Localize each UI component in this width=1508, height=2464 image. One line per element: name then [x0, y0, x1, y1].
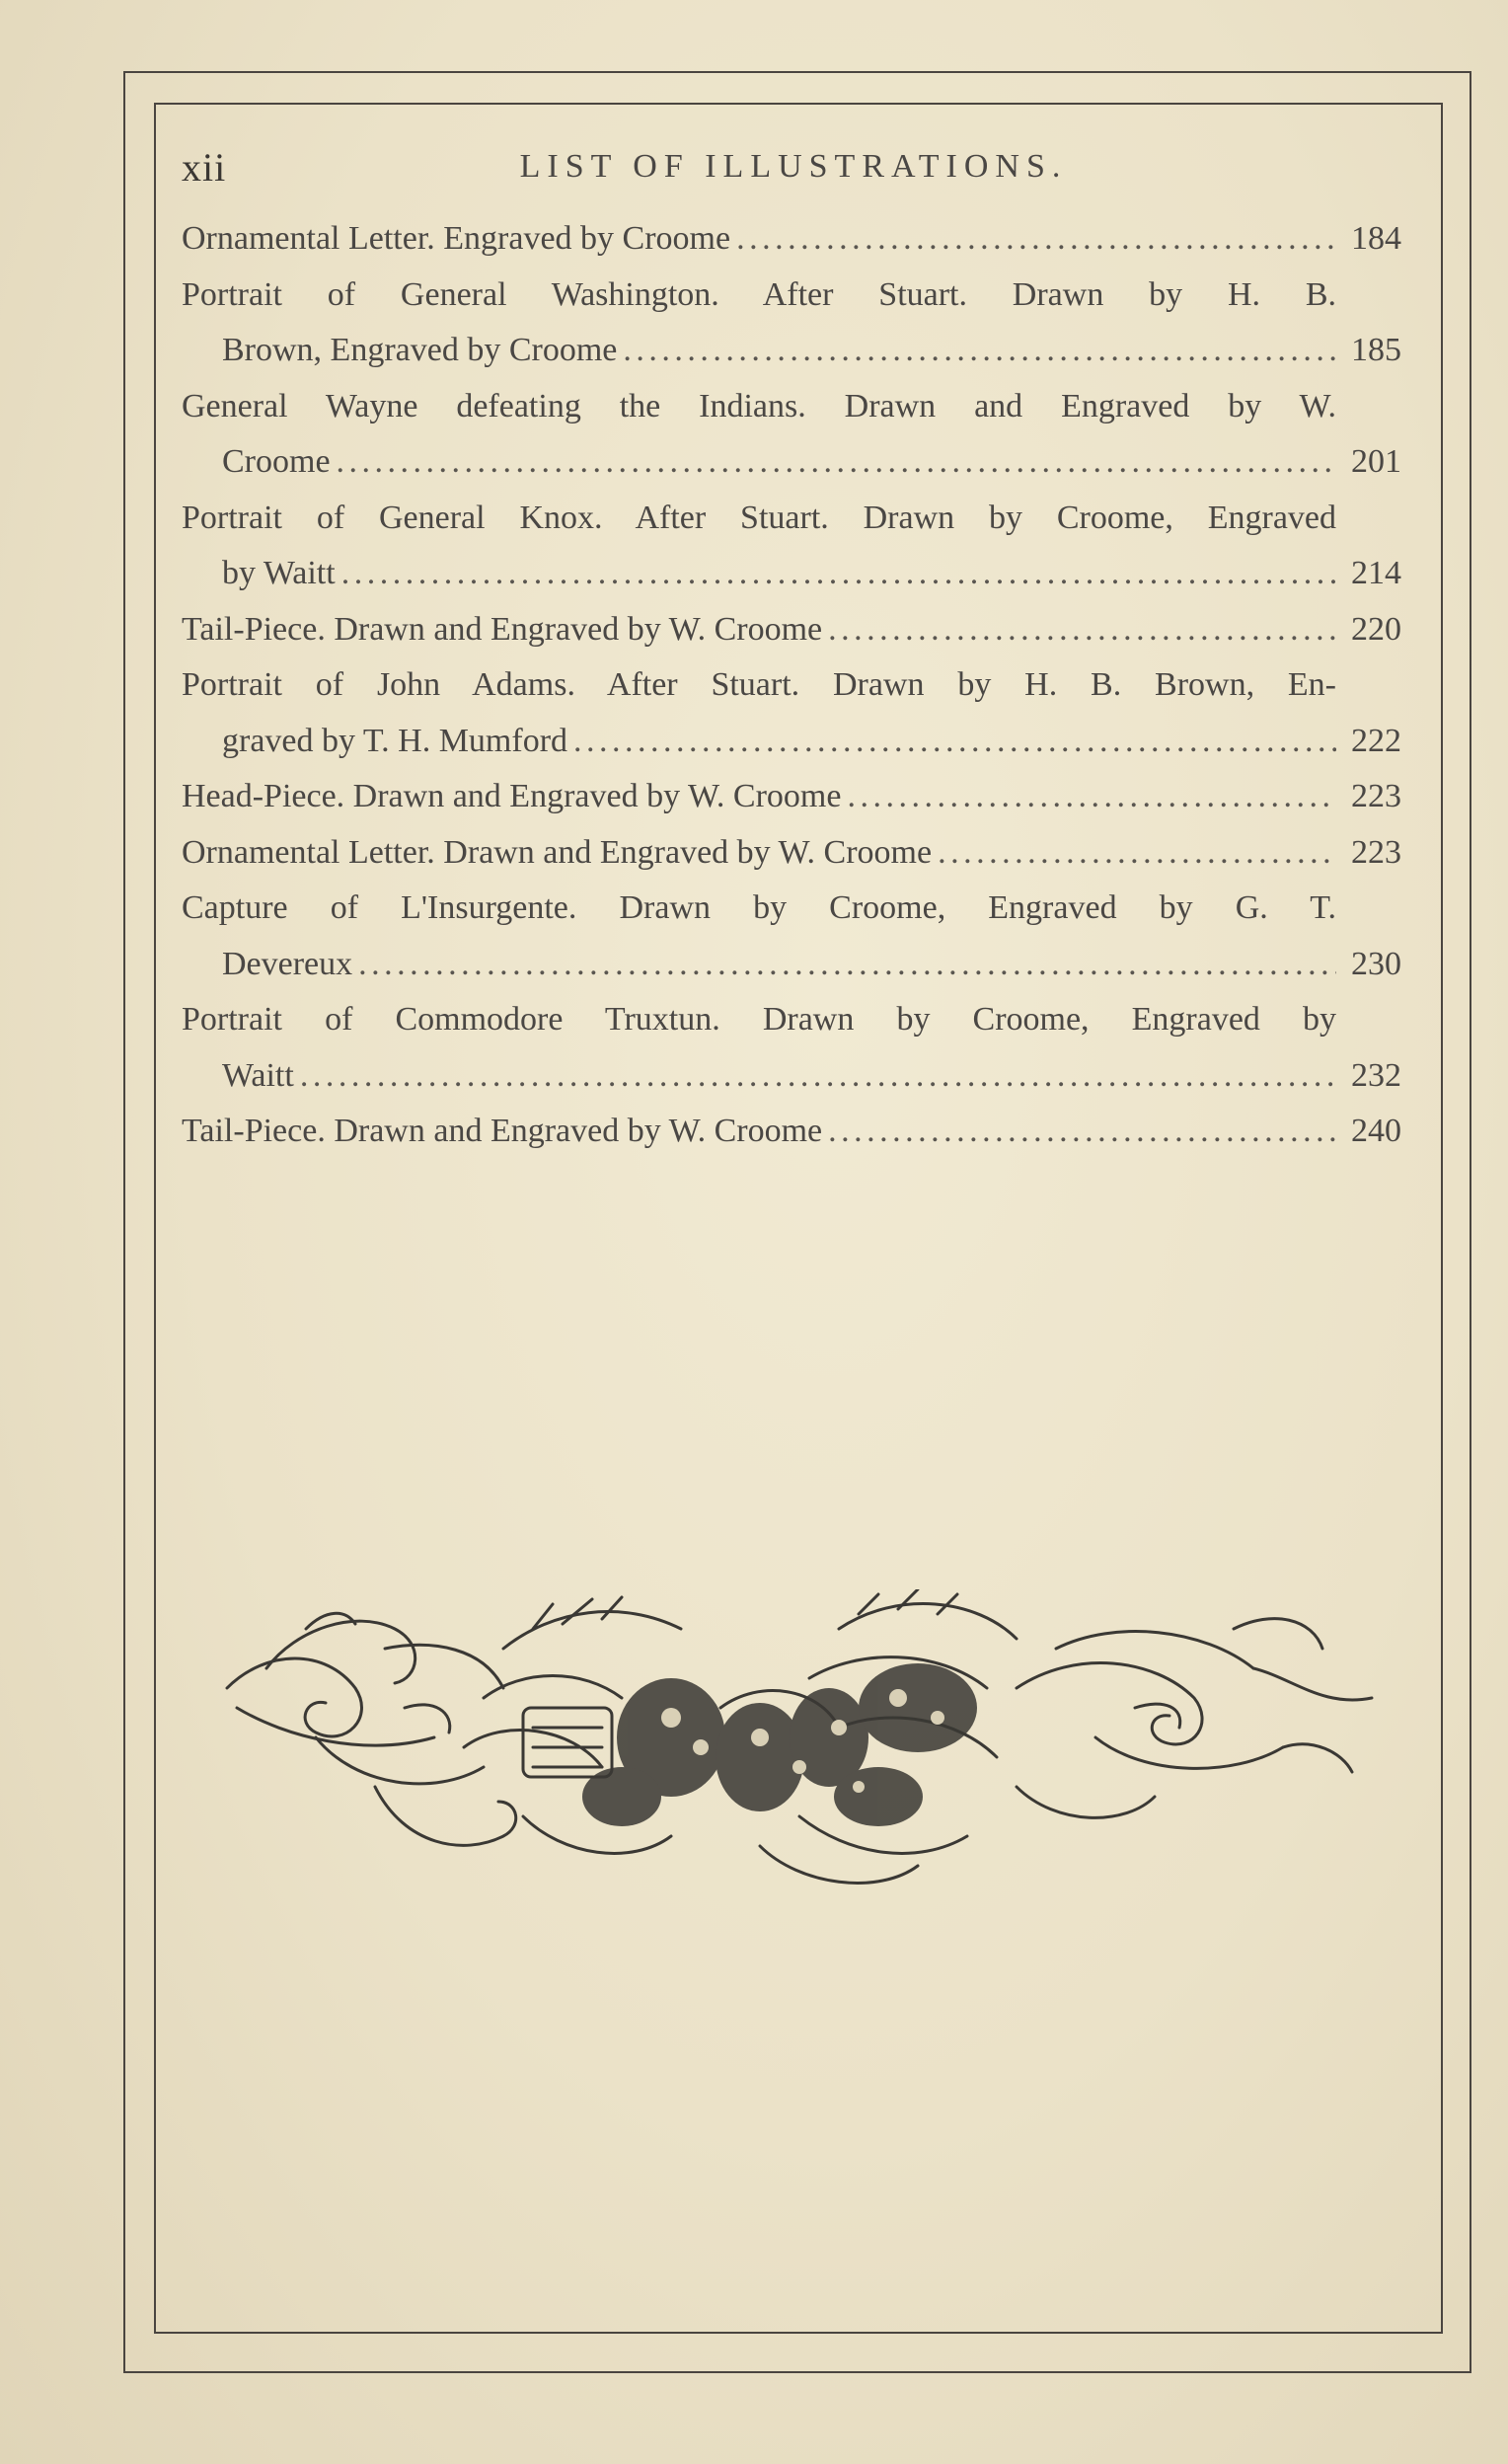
illustration-entry [182, 881, 1409, 992]
entry-page-number: 240 [1351, 1113, 1401, 1149]
entry-text-line: General Wayne defeating the Indians. Drawn and Engraved by W. [182, 387, 1336, 424]
entry-final-line [182, 1104, 1409, 1160]
illustration-entry [182, 769, 1409, 825]
dot-leader [300, 1048, 1336, 1105]
engraved-tailpiece-ornament-icon [207, 1589, 1392, 1915]
entry-text: Croome [222, 443, 331, 480]
entry-text-line: Portrait of Commodore Truxtun. Drawn by Croome, Engraved by [182, 1001, 1336, 1038]
entry-text-line: Capture of L'Insurgente. Drawn by Croome, Engraved by G. T. [182, 889, 1336, 926]
dot-leader [573, 714, 1336, 770]
dot-leader [828, 1104, 1336, 1160]
dot-leader [623, 323, 1336, 379]
entry-text: Head-Piece. Drawn and Engraved by W. Croome [182, 778, 842, 814]
illustration-entry [182, 268, 1409, 379]
dot-leader [337, 434, 1336, 491]
entry-final-line [182, 434, 1409, 491]
page-title: LIST OF ILLUSTRATIONS. [519, 148, 1068, 185]
entry-final-line [182, 825, 1409, 882]
entry-text: Ornamental Letter. Engraved by Croome [182, 220, 731, 257]
dot-leader [938, 825, 1336, 882]
illustration-entry [182, 211, 1409, 268]
entry-page-number: 230 [1351, 945, 1401, 982]
entry-final-line [182, 602, 1409, 658]
dot-leader [828, 602, 1336, 658]
dot-leader [736, 211, 1336, 268]
running-head [182, 138, 1405, 197]
dot-leader [358, 937, 1336, 993]
entry-final-line [182, 769, 1409, 825]
entry-page-number: 223 [1351, 778, 1401, 814]
dot-leader [341, 546, 1336, 602]
entry-page-number: 232 [1351, 1056, 1401, 1094]
entry-final-line [182, 1048, 1409, 1105]
illustration-list [182, 211, 1409, 1160]
entry-text: Waitt [222, 1056, 294, 1094]
entry-page-number: 201 [1351, 443, 1401, 480]
entry-final-line [182, 714, 1409, 770]
illustration-entry [182, 602, 1409, 658]
entry-page-number: 220 [1351, 610, 1401, 648]
entry-text: Tail-Piece. Drawn and Engraved by W. Croome [182, 610, 823, 648]
illustration-entry [182, 657, 1409, 769]
entry-text: graved by T. H. Mumford [222, 722, 568, 759]
entry-page-number: 214 [1351, 555, 1401, 591]
illustration-entry [182, 491, 1409, 602]
illustration-entry [182, 992, 1409, 1104]
entry-page-number: 184 [1351, 220, 1401, 257]
illustration-entry [182, 379, 1409, 491]
entry-text: Ornamental Letter. Drawn and Engraved by W. Croome [182, 833, 933, 871]
entry-page-number: 223 [1351, 833, 1401, 871]
entry-page-number: 185 [1351, 332, 1401, 368]
entry-final-line [182, 211, 1409, 268]
illustration-entry [182, 1104, 1409, 1160]
page-folio: xii [182, 145, 227, 190]
entry-text: Devereux [222, 945, 353, 982]
entry-final-line [182, 937, 1409, 993]
dot-leader [847, 769, 1336, 825]
entry-text-line: Portrait of General Knox. After Stuart. Drawn by Croome, Engraved [182, 499, 1336, 536]
entry-text-line: Portrait of John Adams. After Stuart. Drawn by H. B. Brown, En- [182, 666, 1336, 703]
entry-text: Tail-Piece. Drawn and Engraved by W. Croome [182, 1113, 823, 1149]
entry-text: by Waitt [222, 555, 336, 591]
entry-text: Brown, Engraved by Croome [222, 332, 618, 368]
illustration-entry [182, 825, 1409, 882]
entry-final-line [182, 323, 1409, 379]
entry-text-line: Portrait of General Washington. After Stuart. Drawn by H. B. [182, 275, 1336, 313]
entry-final-line [182, 546, 1409, 602]
entry-page-number: 222 [1351, 722, 1401, 759]
